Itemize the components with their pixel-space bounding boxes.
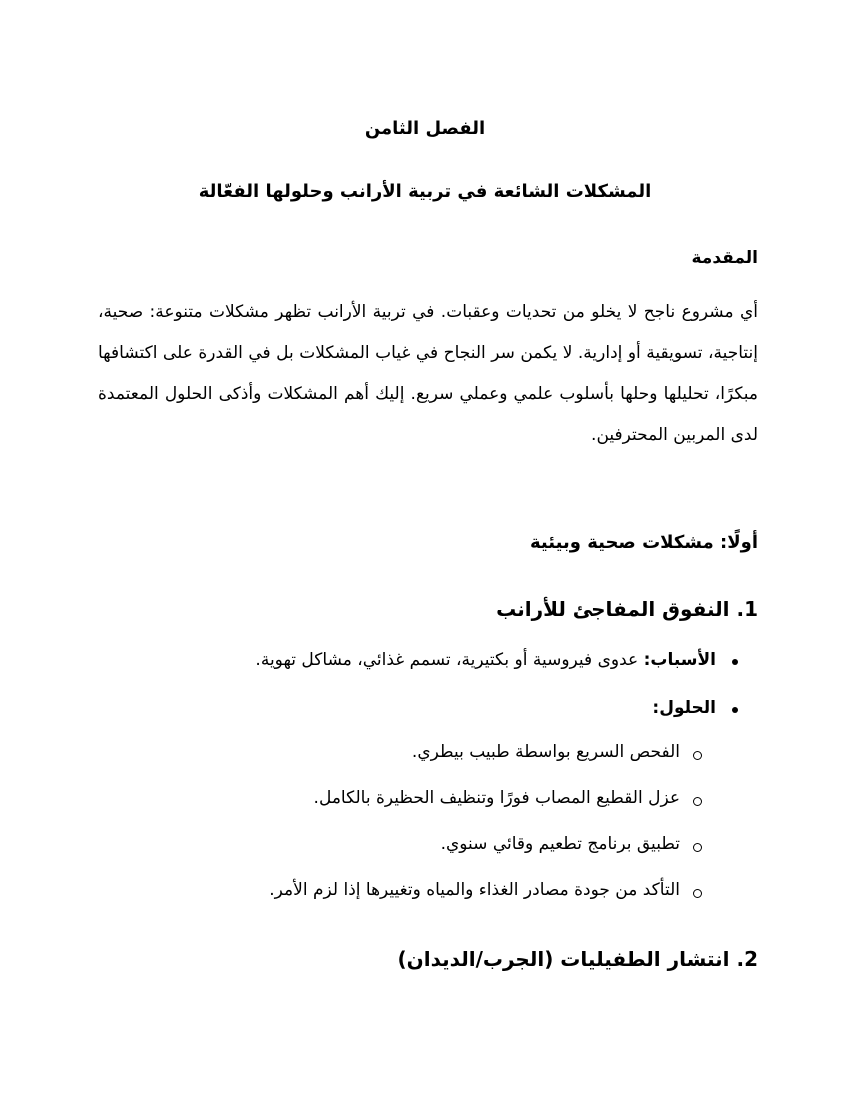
solution-item <box>98 880 758 926</box>
solution-item <box>98 788 758 834</box>
causes-text: عدوى فيروسية أو بكتيرية، تسمم غذائي، مشاكل تهوية. <box>255 650 644 670</box>
solutions-sub-list <box>98 742 758 926</box>
intro-paragraph: أي مشروع ناجح لا يخلو من تحديات وعقبات. في تربية الأرانب تظهر مشكلات متنوعة: صحية، إنتاجية، تسويقية أو إدارية. لا يكمن سر النجاح في غياب المشكلات بل في القدرة على اكتشافها مبكرًا، تحليلها وحلها بأسلوب علمي وعملي سريع. إليك أهم المشكلات وأذكى الحلول المعتمدة لدى المربين المحترفين. <box>98 302 758 445</box>
hollow-circle-bullet-icon <box>693 797 702 806</box>
problem-heading-sudden-death: 1. النفوق المفاجئ للأرانب <box>496 597 758 621</box>
section-heading-health: أولًا: مشكلات صحية وبيئية <box>530 532 758 553</box>
problem-1-bullet-list <box>98 650 758 742</box>
intro-heading: المقدمة <box>691 248 758 268</box>
solution-text: التأكد من جودة مصادر الغذاء والمياه وتغييرها إذا لزم الأمر. <box>269 880 680 900</box>
chapter-title: الفصل الثامن <box>364 118 486 139</box>
bullet-dot-icon <box>732 659 738 665</box>
causes-label: الأسباب: <box>643 650 716 670</box>
solution-item <box>98 834 758 880</box>
causes-item <box>98 650 758 698</box>
problem-heading-parasites: 2. انتشار الطفيليات (الجرب/الديدان) <box>397 947 758 971</box>
hollow-circle-bullet-icon <box>693 843 702 852</box>
document-title: المشكلات الشائعة في تربية الأرانب وحلولها الفعّالة <box>198 181 652 202</box>
solutions-label: الحلول: <box>652 698 716 718</box>
hollow-circle-bullet-icon <box>693 751 702 760</box>
solution-text: عزل القطيع المصاب فورًا وتنظيف الحظيرة بالكامل. <box>313 788 680 808</box>
solutions-item <box>98 698 758 742</box>
solution-item <box>98 742 758 788</box>
hollow-circle-bullet-icon <box>693 889 702 898</box>
bullet-dot-icon <box>732 707 738 713</box>
solution-text: تطبيق برنامج تطعيم وقائي سنوي. <box>440 834 680 854</box>
solution-text: الفحص السريع بواسطة طبيب بيطري. <box>411 742 680 762</box>
